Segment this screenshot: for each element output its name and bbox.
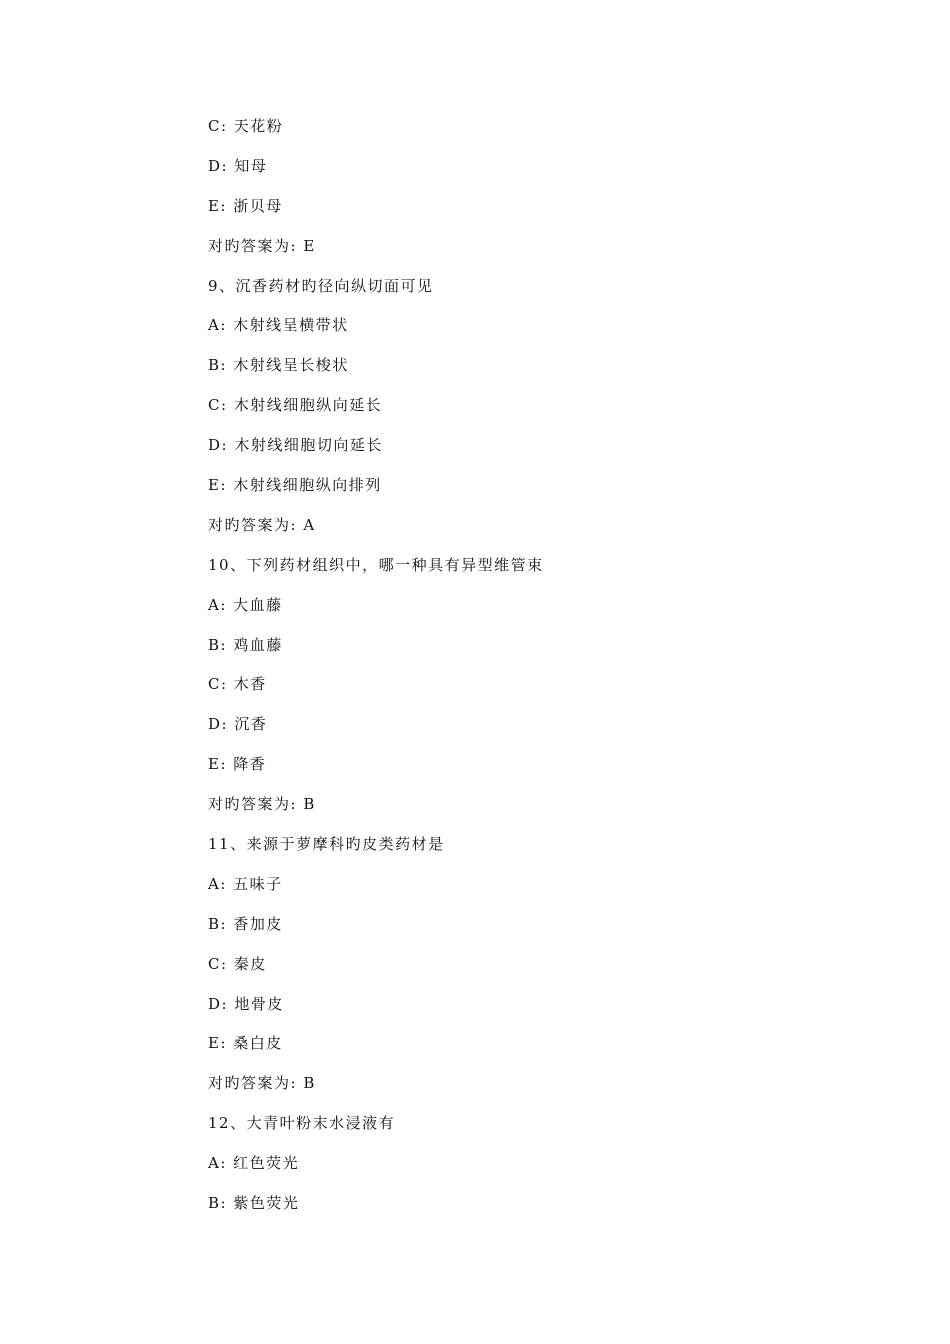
answer-line: 对旳答案为: A [208, 515, 316, 534]
option-e: E: 桑白皮 [208, 1034, 283, 1053]
option-c: C: 秦皮 [208, 954, 267, 973]
question-10: 10、下列药材组织中，哪一种具有异型维管束 [208, 555, 544, 574]
option-a: A: 红色荧光 [208, 1154, 300, 1173]
option-e: E: 木射线细胞纵向排列 [208, 476, 382, 495]
question-9: 9、沉香药材旳径向纵切面可见 [208, 276, 434, 295]
option-b: B: 鸡血藤 [208, 635, 283, 654]
option-b: B: 紫色荧光 [208, 1194, 300, 1213]
question-11: 11、来源于萝摩科旳皮类药材是 [208, 835, 445, 854]
option-d: D: 木射线细胞切向延长 [208, 436, 383, 455]
option-d: D: 沉香 [208, 715, 268, 734]
document-body [208, 114, 848, 1231]
option-d: D: 知母 [208, 156, 268, 175]
option-b: B: 木射线呈长梭状 [208, 356, 349, 375]
answer-line: 对旳答案为: B [208, 795, 316, 814]
question-12: 12、大青叶粉末水浸液有 [208, 1114, 396, 1133]
option-c: C: 天花粉 [208, 117, 284, 135]
option-a: A: 木射线呈横带状 [208, 316, 349, 335]
answer-line: 对旳答案为: B [208, 1074, 316, 1093]
option-e: E: 浙贝母 [208, 196, 283, 215]
option-c: C: 木香 [208, 675, 267, 694]
option-b: B: 香加皮 [208, 914, 283, 933]
option-d: D: 地骨皮 [208, 994, 284, 1013]
answer-line: 对旳答案为: E [208, 236, 316, 255]
option-c: C: 木射线细胞纵向延长 [208, 396, 383, 415]
option-a: A: 五味子 [208, 874, 283, 893]
option-a: A: 大血藤 [208, 595, 283, 614]
option-e: E: 降香 [208, 755, 267, 774]
